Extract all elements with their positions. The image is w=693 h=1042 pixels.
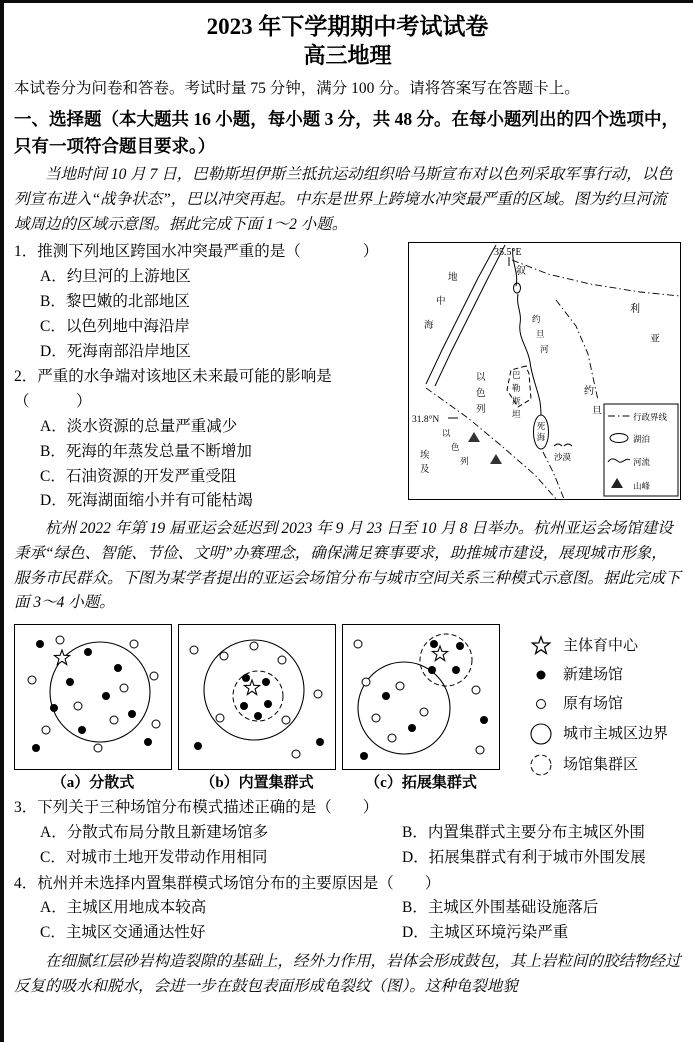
svg-text:巴: 巴: [512, 370, 521, 381]
svg-text:海: 海: [424, 321, 434, 332]
svg-text:行政界线: 行政界线: [633, 412, 668, 423]
map-label-palestine: [512, 370, 521, 419]
lake-icon: [610, 434, 628, 443]
q3-stem: 3．下列关于三种场馆分布模式描述正确的是（ ）: [14, 799, 379, 817]
svg-text:山峰: 山峰: [633, 481, 651, 492]
main-stadium-icon: [54, 650, 69, 665]
peak-icon: [611, 478, 623, 488]
q1-stem: 1．推测下列地区跨国水冲突最严重的是（ ）: [14, 243, 379, 261]
svg-text:死: 死: [536, 421, 546, 432]
svg-text:地: 地: [448, 273, 458, 284]
svg-text:旦: 旦: [592, 406, 602, 418]
main-stadium-icon: [244, 680, 259, 695]
q4-stem: 4．杭州并未选择内置集群模式场馆分布的主要原因是（ ）: [14, 874, 441, 892]
svg-text:河流: 河流: [633, 457, 651, 468]
q2-option-c: C．石油资源的开发严重受阻: [40, 467, 237, 485]
map-lon-label: 35.5°E: [494, 247, 522, 259]
q4-option-b: B．主城区外围基础设施落后: [402, 899, 599, 917]
question-4: [14, 872, 681, 946]
exam-title: 2023 年下学期期中考试试卷: [206, 14, 489, 39]
svg-text:约: 约: [532, 314, 541, 325]
galilee-lake-shape: [514, 283, 521, 293]
exam-instructions: 本试卷分为问卷和答卷。考试时量 75 分钟，满分 100 分。请将答案写在答题卡上。: [14, 79, 580, 97]
map-coastline: [426, 245, 505, 386]
section-1-heading: 一、选择题（本大题共 16 小题，每小题 3 分，共 48 分。在每小题列出的四个选项中，只有一项符合题目要求。）: [14, 109, 679, 156]
venue-modes-figure: [14, 624, 681, 794]
new-venue-icon: [526, 663, 556, 687]
svg-text:约: 约: [584, 386, 594, 398]
legend-main-stadium: 主体育中心: [526, 634, 668, 658]
svg-text:中: 中: [436, 297, 446, 308]
q1-option-a: A．约旦河的上游地区: [40, 268, 191, 286]
city-boundary-circle: [358, 662, 450, 754]
svg-text:列: 列: [476, 405, 486, 416]
svg-text:河: 河: [540, 344, 549, 355]
panel-dispersed: [14, 624, 172, 794]
exam-subject: 高三地理: [303, 43, 392, 69]
svg-text:亚: 亚: [650, 334, 660, 346]
legend-existing-venue: 原有场馆: [526, 692, 668, 716]
venue-legend: [506, 624, 668, 778]
panel-a-caption: （a）分散式: [51, 775, 135, 792]
map-label-desert: [554, 444, 572, 462]
q3-option-c: C．对城市土地开发带动作用相同: [40, 848, 268, 866]
svg-text:坦: 坦: [512, 409, 521, 420]
q2-option-d: D．死海湖面缩小并有可能枯竭: [40, 492, 253, 510]
legend-city-boundary: 城市主城区边界: [526, 721, 668, 747]
mountain-peak-icons: [468, 432, 502, 464]
svg-text:以: 以: [476, 373, 486, 384]
new-venue-dots: [360, 640, 488, 760]
svg-text:叙: 叙: [516, 266, 526, 278]
existing-venue-dots: [354, 640, 484, 754]
map-label-israel: [476, 372, 486, 415]
q4-option-c: C．主城区交通通达性好: [40, 924, 206, 942]
svg-text:利: 利: [630, 304, 640, 316]
svg-text:斯: 斯: [512, 396, 521, 407]
svg-text:湖泊: 湖泊: [633, 434, 651, 445]
venue-cluster-circle: [420, 634, 472, 686]
q2-stem: 2．严重的水争端对该地区未来最可能的影响是（ ）: [14, 368, 332, 411]
legend-new-venue: 新建场馆: [526, 663, 668, 687]
map-label-egypt: [420, 449, 430, 475]
svg-text:列: 列: [460, 456, 469, 467]
map-label-jordan-river: [532, 314, 549, 354]
question-3: [14, 796, 681, 870]
q4-option-a: A．主城区用地成本较高: [40, 899, 207, 917]
svg-text:色: 色: [476, 389, 486, 400]
q3-option-b: B．内置集群式主要分布主城区外围: [402, 824, 645, 842]
existing-venue-dots: [28, 636, 160, 752]
legend-venue-cluster: 场馆集群区: [526, 752, 668, 778]
svg-text:色: 色: [451, 442, 460, 453]
q1-option-d: D．死海南部沿岸地区: [40, 342, 191, 360]
panel-extended-cluster: [342, 624, 500, 794]
svg-text:旦: 旦: [536, 329, 545, 340]
map-label-mediterranean: [424, 271, 458, 331]
existing-venue-dots: [190, 642, 322, 758]
map-legend: [604, 404, 678, 496]
main-stadium-icon: [432, 646, 447, 661]
svg-text:及: 及: [420, 465, 430, 476]
map-label-jordan-country: [584, 384, 602, 417]
q2-option-a: A．淡水资源的总量严重减少: [40, 417, 238, 435]
q4-option-d: D．主城区环境污染严重: [402, 924, 569, 942]
svg-text:海: 海: [536, 432, 546, 443]
existing-venue-icon: [526, 692, 556, 716]
passage-hangzhou-asian-games: 杭州 2022 年第 19 届亚运会延迟到 2023 年 9 月 23 日至 10 月 8 日举办。杭州亚运会场馆建设秉承“绿色、智能、节俭、文明”办赛理念，确保满足赛事要求，助推城市建设，展现城市形象，服务市民群众。下图为某学者提出的亚运会场馆分布与城市空间关系三种模式示意图。据此完成下面 3～4 小题。: [14, 520, 681, 612]
panel-embedded-cluster: [178, 624, 336, 794]
q2-option-b: B．死海的年蒸发总量不断增加: [40, 442, 252, 460]
passage-sandstone-cracks: 在细腻红层砂岩构造裂隙的基础上，经外力作用，岩体会形成鼓包，其上岩粒间的胶结物经过反复的吸水和脱水，会进一步在鼓包表面形成龟裂纹（图）。这种龟裂地貌: [14, 953, 681, 995]
svg-text:勒: 勒: [512, 383, 521, 394]
svg-text:埃: 埃: [420, 451, 430, 462]
q3-option-a: A．分散式布局分散且新建场馆多: [40, 824, 269, 842]
jordan-basin-map-figure: [408, 242, 681, 509]
panel-b-caption: （b）内置集群式: [200, 775, 314, 792]
map-lat-label: 31.8°N: [412, 415, 440, 426]
main-stadium-icon: [526, 634, 556, 658]
river-icon: [608, 459, 630, 463]
city-boundary-icon: [526, 721, 556, 747]
map-label-dead-sea: [537, 421, 546, 442]
questions-1-2-region: [14, 240, 681, 514]
q3-option-d: D．拓展集群式有利于城市外围发展: [402, 848, 646, 866]
svg-text:沙漠: 沙漠: [554, 452, 572, 463]
panel-c-caption: （c）拓展集群式: [365, 775, 477, 792]
q1-option-b: B．黎巴嫩的北部地区: [40, 292, 190, 310]
jordan-basin-map: [408, 242, 681, 500]
map-label-israel-south: [442, 428, 469, 466]
passage-jordan-conflict: 当地时间 10 月 7 日，巴勒斯坦伊斯兰抵抗运动组织哈马斯宣布对以色列采取军事行动，以色列宣布进入“战争状态”，巴以冲突再起。中东是世界上跨境水冲突最严重的区域。图为约旦河流域周边的区域示意图。据此完成下面 1～2 小题。: [14, 165, 673, 233]
q1-option-c: C．以色列地中海沿岸: [40, 317, 190, 335]
venue-cluster-icon: [526, 752, 556, 778]
svg-text:以: 以: [442, 428, 451, 439]
